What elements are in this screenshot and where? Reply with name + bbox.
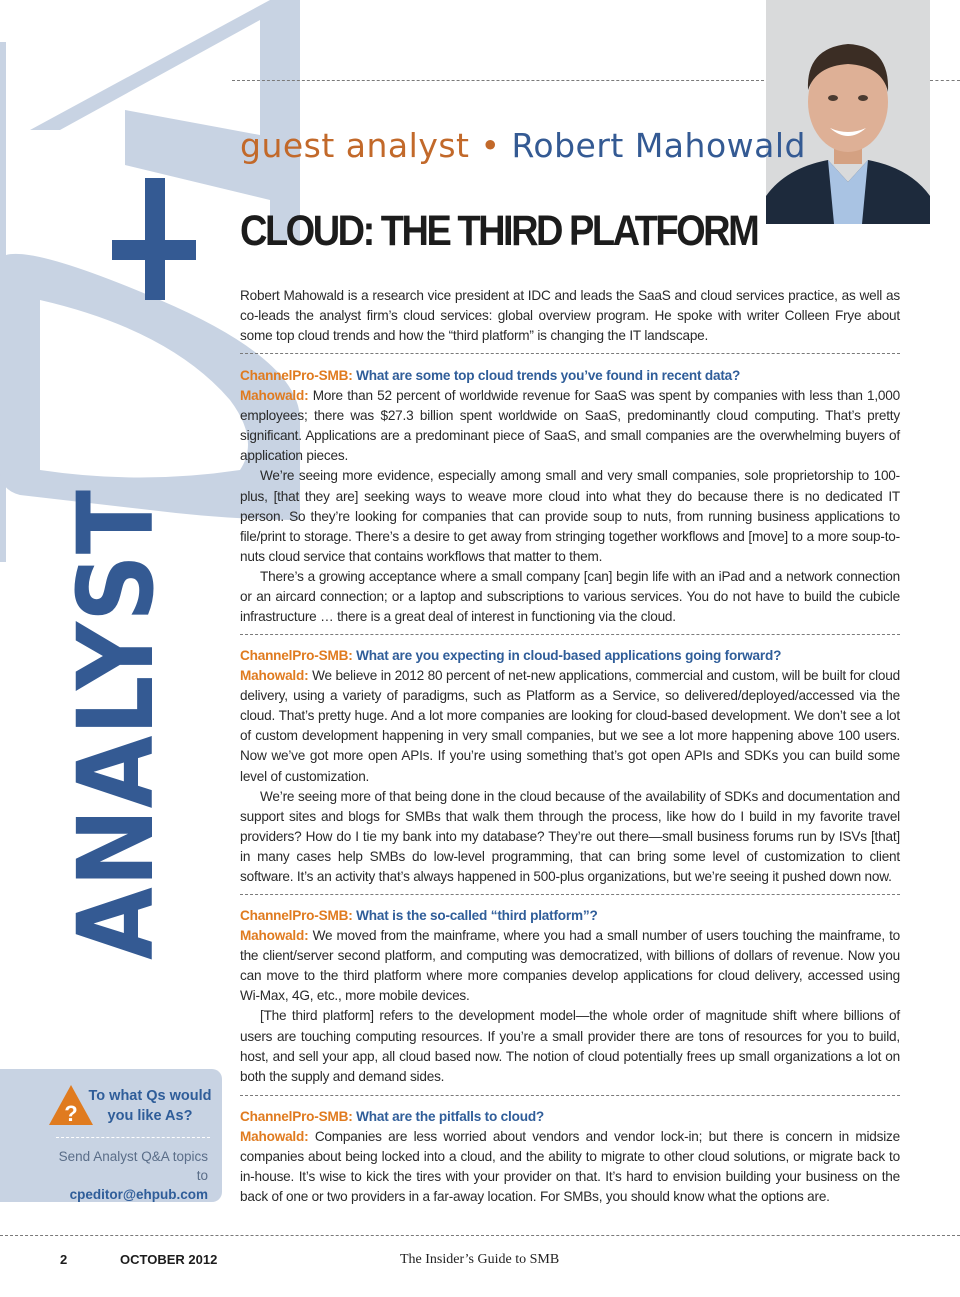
question-asker: ChannelPro-SMB: xyxy=(240,1109,353,1124)
answer-text: Companies are less worried about vendors and vendor lock-in; but there is concern in midsize companies about being locked into a cloud, and the ability to migrate to other cloud solutions, or migrate back to in-house. It’s wise to kick the tires with your provider on that. It’s hard to envision building your business on the back of one or two providers in a far-away location. For SMBs, you should know what the options are. xyxy=(240,1129,900,1205)
callout-title xyxy=(86,1086,214,1126)
callout-to-prefix: to xyxy=(196,1168,208,1183)
intro-text: Robert Mahowald is a research vice president at IDC and leads the SaaS and cloud services practice, as well as co-leads the analyst firm’s cloud services: global overview program. He spoke with writer Colleen Frye about some top cloud trends and how the “third platform” is changing the IT landscape. xyxy=(240,288,900,344)
analyst-vertical-text: ANALYST xyxy=(55,440,177,960)
section-divider xyxy=(240,353,900,354)
answer-text: More than 52 percent of worldwide revenue for SaaS was spent by companies with less than 1,000 employees; there was $27.3 billion spent worldwide on SaaS, predominantly cloud computing. That’s pretty significant. Applications are a predominant piece of SaaS, and small companies are the overwhelming buyers of application pieces. xyxy=(240,388,901,464)
answer-paragraph: There’s a growing acceptance where a small company [can] begin life with an iPad and a network connection or an aircard connection; or a laptop and subscriptions to various services. You do not have to build the cubicle infrastructure … there is a great deal of interest in functioning via the cloud. xyxy=(240,568,900,625)
qa-block-4 xyxy=(240,1107,900,1207)
kicker-name: Robert Mahowald xyxy=(511,126,806,165)
publication-tagline: The Insider’s Guide to SMB xyxy=(400,1252,560,1267)
top-rule xyxy=(232,80,764,81)
section-divider xyxy=(240,634,900,635)
question-text: What are you expecting in cloud-based applications going forward? xyxy=(356,648,782,663)
qa-block-3 xyxy=(240,906,900,1087)
warning-glyph: ? xyxy=(64,1101,78,1126)
top-rule-right xyxy=(930,80,960,81)
answer-speaker: Mahowald: xyxy=(240,928,309,944)
question-1 xyxy=(240,366,900,386)
question-asker: ChannelPro-SMB: xyxy=(240,908,353,923)
author-photo xyxy=(766,0,930,224)
answer-paragraph: We’re seeing more of that being done in the cloud because of the availability of SDKs and documentation and support sites and blogs for SMBs that walk them through the process, like how do I build in my favorite travel providers? How do I tie my bank into my database? They’re out there—small business forums run by ISVs [that] in many cases help SMBs do low-level programming, that can bring some level of customization to client software. It’s an activity that’s always happened in 500-plus organizations, but we’re seeing it pushed down now. xyxy=(240,788,900,885)
section-divider xyxy=(240,1095,900,1096)
answer-paragraph: [The third platform] refers to the development model—the whole order of magnitude shift where billions of users are touching computing resources. If you’re a small provider there are tons of resources for you to build, host, and sell your app, all cloud based now. The notion of cloud potentially frees up small organizations a lot on both the supply and demand sides. xyxy=(240,1008,900,1084)
issue-date: OCTOBER 2012 xyxy=(120,1252,218,1267)
callout-body-line xyxy=(40,1166,208,1204)
answer-text: We moved from the mainframe, where you had a small number of users touching the mainframe, to the client/server second platform, and computing was democratized, with billions of dollars of revenue. Now you can move to the third platform where more companies develop applications for cloud delivery, accessed using Wi-Max, 4G, etc., more mobile devices. xyxy=(240,928,901,1004)
answer-paragraph xyxy=(240,926,900,1006)
section-divider xyxy=(240,894,900,895)
question-4 xyxy=(240,1107,900,1127)
question-text: What is the so-called “third platform”? xyxy=(356,908,598,923)
answer-paragraph xyxy=(240,1127,900,1207)
qa-block-1 xyxy=(240,366,900,627)
answer-speaker: Mahowald: xyxy=(240,668,309,684)
intro-paragraph xyxy=(240,286,900,346)
answer-paragraph xyxy=(240,666,900,787)
question-asker: ChannelPro-SMB: xyxy=(240,648,353,663)
answer-paragraph xyxy=(240,386,900,466)
guest-analyst-kicker xyxy=(240,126,806,165)
question-3 xyxy=(240,906,900,926)
callout-email-link[interactable]: cpeditor@ehpub.com xyxy=(69,1187,208,1202)
question-text: What are the pitfalls to cloud? xyxy=(356,1109,545,1124)
callout-body xyxy=(40,1147,208,1204)
kicker-label: guest analyst xyxy=(240,126,470,165)
question-2 xyxy=(240,646,900,666)
article-headline: CLOUD: THE THIRD PLATFORM xyxy=(240,208,758,256)
question-text: What are some top cloud trends you’ve found in recent data? xyxy=(356,368,741,383)
footer-rule xyxy=(0,1235,960,1236)
callout-divider xyxy=(56,1137,210,1138)
answer-text: We believe in 2012 80 percent of net-new applications, commercial and custom, will be built for cloud delivery, using a variety of paradigms, such as Platform as a Service, so delivered/deployed/accessed via the cloud. That’s pretty huge. And a lot more companies are looking for cloud-based development. We don’t see a lot of custom development happening in very small companies, but we see a lot more happening above 100 users. Now we’ve got more open APIs. If you’re using something that’s got open APIs and SDKs you can build some level of customization. xyxy=(240,668,901,784)
answer-speaker: Mahowald: xyxy=(240,388,309,404)
question-asker: ChannelPro-SMB: xyxy=(240,368,353,383)
answer-paragraph: We’re seeing more evidence, especially among small and very small companies, sole proprietorship to 100-plus, [that they are] seeking ways to weave more cloud into what they do because there is no dedicated IT person. So they’re looking for companies that can provide soup to nuts, from running business applications to file/print to storage. There’s a desire to get away from stringing together workflows and [move] to a more soup-to-nuts cloud service that contains workflows that matter to them. xyxy=(240,468,900,564)
callout-title-line: you like As? xyxy=(107,1108,193,1124)
callout-body-line: Send Analyst Q&A topics xyxy=(58,1149,208,1164)
page-number: 2 xyxy=(60,1252,68,1267)
answer-speaker: Mahowald: xyxy=(240,1129,309,1145)
kicker-separator: • xyxy=(480,126,501,165)
callout-title-line: To what Qs would xyxy=(88,1088,212,1104)
qa-block-2 xyxy=(240,646,900,887)
